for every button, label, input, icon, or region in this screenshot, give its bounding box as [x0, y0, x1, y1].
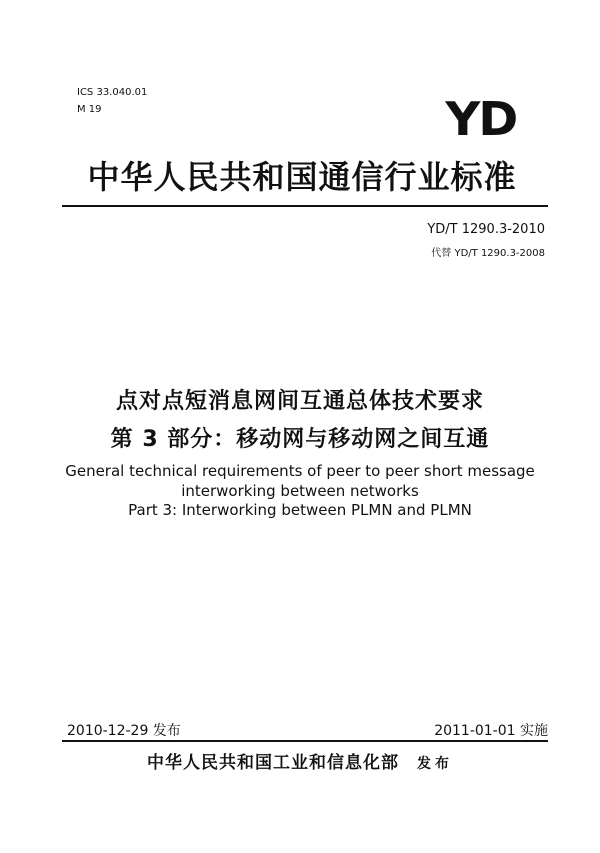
publisher-line: [0, 748, 600, 773]
chinese-title-line-1: 点对点短消息网间互通总体技术要求: [115, 389, 484, 414]
replaces-note: 代替 YD/T 1290.3-2008: [431, 248, 545, 259]
implementation-date: 2011-01-01 实施: [434, 723, 548, 739]
header-divider: [62, 205, 548, 207]
english-title-line-1: General technical requirements of peer to peer short message: [65, 462, 535, 480]
standard-category-title: 中华人民共和国通信行业标准: [87, 158, 517, 196]
publisher-name: 中华人民共和国工业和信息化部: [147, 753, 399, 773]
english-title-line-2: interworking between networks: [181, 482, 419, 500]
ics-code: ICS 33.040.01: [77, 87, 148, 98]
english-title-line-3: Part 3: Interworking between PLMN and PLMN: [128, 501, 472, 519]
ccs-code: M 19: [77, 104, 102, 115]
issue-date: 2010-12-29 发布: [67, 723, 181, 739]
chinese-title-line-2: 第 3 部分：移动网与移动网之间互通: [110, 427, 490, 452]
standard-number: YD/T 1290.3-2010: [427, 222, 545, 237]
yd-logo: YD: [444, 92, 516, 146]
footer-divider: [62, 740, 548, 742]
publish-label: 发布: [417, 756, 453, 772]
